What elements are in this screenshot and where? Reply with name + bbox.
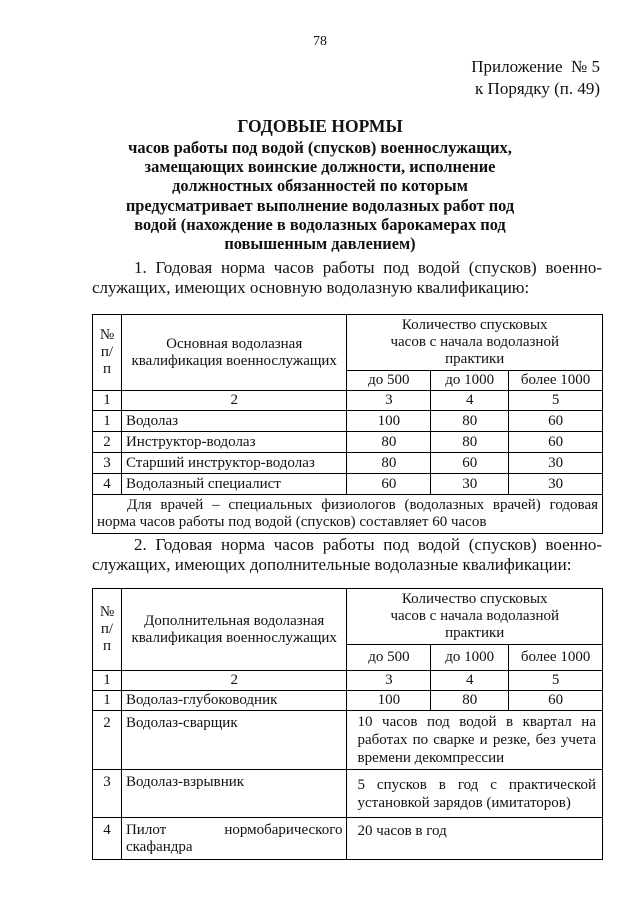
header-col-3: более 1000 xyxy=(509,645,603,671)
row-number: 2 xyxy=(93,432,122,453)
row-name: Водолаз-взрывник xyxy=(121,770,347,818)
table-note: Для врачей – специальных физиологов (водолазных врачей) годовая норма часов работы под водой (спусков) составляет 60 часов xyxy=(93,495,603,534)
row-description: 5 спусков в год с практической установкой зарядов (имитаторов) xyxy=(347,770,603,818)
row-description: 20 часов в год xyxy=(347,818,603,860)
page-number: 78 xyxy=(313,34,327,49)
table-row xyxy=(93,711,603,770)
index-cell: 2 xyxy=(121,671,347,691)
row-value: 60 xyxy=(431,453,509,474)
table-additional-qualification xyxy=(92,588,603,860)
row-name: Пилот нормобарического скафандра xyxy=(121,818,347,860)
header-hours: Количество спусковых часов с начала водолазной практики xyxy=(347,589,603,645)
row-name: Водолаз-сварщик xyxy=(121,711,347,770)
table-row xyxy=(93,411,603,432)
table-row xyxy=(93,453,603,474)
section-1-heading: 1. Годовая норма часов работы под водой (спусков) военно-служащих, имеющих основную водолазную квалификацию: xyxy=(92,258,602,297)
row-value: 60 xyxy=(509,691,603,711)
header-col-2: до 1000 xyxy=(431,371,509,391)
row-number: 1 xyxy=(93,691,122,711)
index-row xyxy=(93,671,603,691)
row-value: 80 xyxy=(347,453,431,474)
row-value: 30 xyxy=(509,453,603,474)
row-value: 30 xyxy=(509,474,603,495)
row-value: 80 xyxy=(431,432,509,453)
row-value: 60 xyxy=(509,411,603,432)
document-subtitle: часов работы под водой (спусков) военнослужащих, замещающих воинские должности, исполнение должностных обязанностей по которым предусматривает выполнение водолазных работ под водой (нахождение в водолазных барокамерах под повышенным давлением) xyxy=(125,138,515,254)
index-cell: 4 xyxy=(431,391,509,411)
index-cell: 3 xyxy=(347,671,431,691)
section-2-heading: 2. Годовая норма часов работы под водой (спусков) военно-служащих, имеющих дополнительные водолазные квалификации: xyxy=(92,535,602,574)
index-cell: 5 xyxy=(509,391,603,411)
index-cell: 5 xyxy=(509,671,603,691)
table-row xyxy=(93,691,603,711)
row-number: 1 xyxy=(93,411,122,432)
index-row xyxy=(93,391,603,411)
row-name: Водолаз xyxy=(121,411,347,432)
header-number: № п/п xyxy=(93,589,122,671)
header-qualification: Дополнительная водолазная квалификация военнослужащих xyxy=(121,589,347,671)
index-cell: 3 xyxy=(347,391,431,411)
table-row xyxy=(93,474,603,495)
header-qualification: Основная водолазная квалификация военнослужащих xyxy=(121,315,347,391)
row-name: Старший инструктор-водолаз xyxy=(121,453,347,474)
table-row xyxy=(93,770,603,818)
row-number: 2 xyxy=(93,711,122,770)
row-name: Водолазный специалист xyxy=(121,474,347,495)
note-row xyxy=(93,495,603,534)
header-col-2: до 1000 xyxy=(431,645,509,671)
row-value: 80 xyxy=(431,411,509,432)
row-value: 100 xyxy=(347,411,431,432)
header-col-1: до 500 xyxy=(347,645,431,671)
index-cell: 4 xyxy=(431,671,509,691)
appendix-reference xyxy=(471,56,600,100)
table-row xyxy=(93,818,603,860)
row-value: 60 xyxy=(347,474,431,495)
row-description: 10 часов под водой в квартал на работах по сварке и резке, без учета времени декомпрессии xyxy=(347,711,603,770)
row-value: 60 xyxy=(509,432,603,453)
appendix-line-1: Приложение № 5 xyxy=(471,57,600,76)
row-value: 80 xyxy=(347,432,431,453)
index-cell: 1 xyxy=(93,671,122,691)
header-col-3: более 1000 xyxy=(509,371,603,391)
table-main-qualification xyxy=(92,314,603,534)
header-hours: Количество спусковых часов с начала водолазной практики xyxy=(347,315,603,371)
row-number: 3 xyxy=(93,770,122,818)
row-number: 3 xyxy=(93,453,122,474)
row-name: Инструктор-водолаз xyxy=(121,432,347,453)
index-cell: 2 xyxy=(121,391,347,411)
header-number: № п/п xyxy=(93,315,122,391)
row-number: 4 xyxy=(93,818,122,860)
index-cell: 1 xyxy=(93,391,122,411)
row-value: 80 xyxy=(431,691,509,711)
row-number: 4 xyxy=(93,474,122,495)
row-name: Водолаз-глубоководник xyxy=(121,691,347,711)
header-col-1: до 500 xyxy=(347,371,431,391)
row-value: 100 xyxy=(347,691,431,711)
table-row xyxy=(93,432,603,453)
document-title: ГОДОВЫЕ НОРМЫ xyxy=(237,116,403,136)
appendix-line-2: к Порядку (п. 49) xyxy=(475,79,600,98)
row-value: 30 xyxy=(431,474,509,495)
